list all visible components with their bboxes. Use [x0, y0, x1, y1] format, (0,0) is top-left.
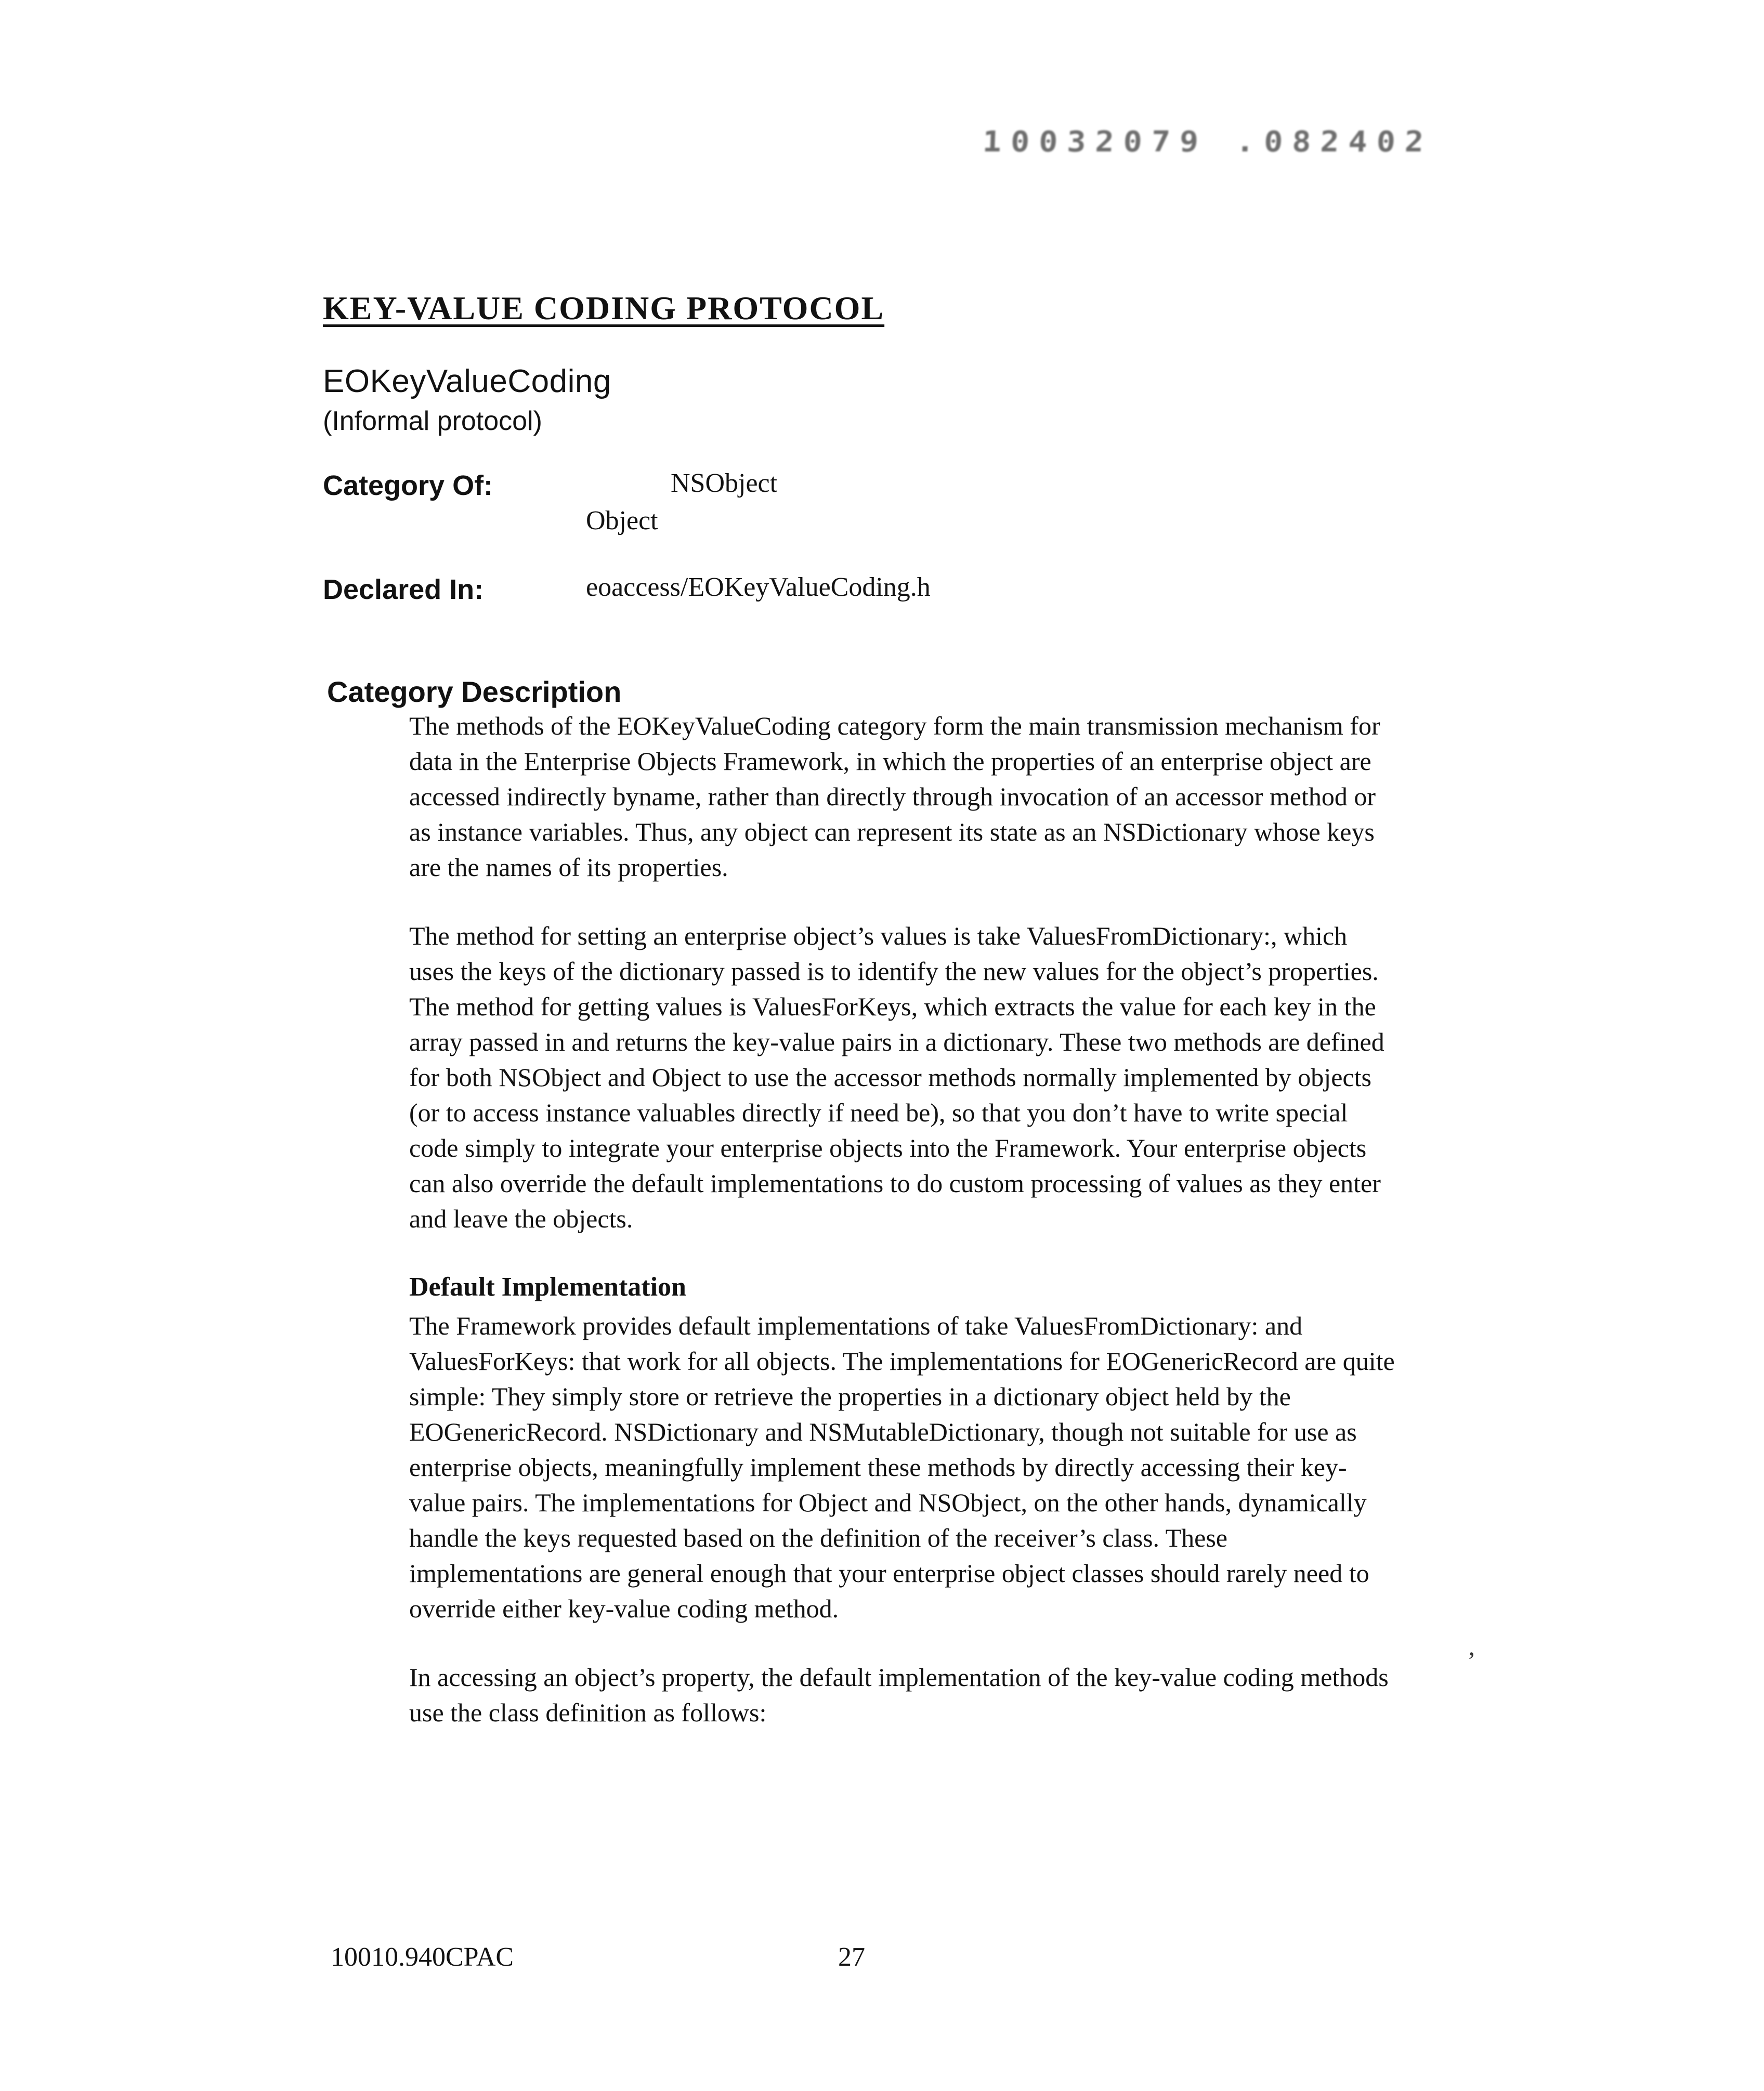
- scan-artifact-mark: ’: [1467, 1646, 1476, 1675]
- default-implementation-heading: Default Implementation: [409, 1272, 686, 1302]
- default-implementation-paragraph-1: The Framework provides default implementations of take ValuesFromDictionary: and ValuesForKeys: that work for all objects. The implementations for EOGenericRecord are quite simple: They simply store or retrieve the properties in a dictionary object held by the EOGenericRecord. NSDictionary and NSMutableDictionary, though not suitable for use as enterprise objects, meaningfully implement these methods by directly accessing their key-value pairs. The implementations for Object and NSObject, on the other hands, dynamically handle the keys requested based on the definition of the receiver’s class. These implementations are general enough that your enterprise object classes should rarely need to override either key-value coding method.: [409, 1311, 1395, 1623]
- category-of-value-nsobject: NSObject: [671, 468, 778, 498]
- category-of-label: Category Of:: [323, 470, 493, 501]
- protocol-kind: (Informal protocol): [323, 406, 542, 436]
- default-implementation-paragraph-2: In accessing an object’s property, the default implementation of the key-value coding methods use the class definition as follows:: [409, 1663, 1389, 1727]
- declared-in-label: Declared In:: [323, 574, 484, 605]
- description-paragraph-1: The methods of the EOKeyValueCoding category form the main transmission mechanism for data in the Enterprise Objects Framework, in which the properties of an enterprise object are accessed indirectly byname, rather than directly through invocation of an accessor method or as instance variables. Thus, any object can represent its state as an NSDictionary whose keys are the names of its properties.: [409, 711, 1380, 882]
- description-body: [409, 708, 1395, 1763]
- protocol-name: EOKeyValueCoding: [323, 363, 611, 399]
- description-paragraph-2: The method for setting an enterprise object’s values is take ValuesFromDictionary:, which uses the keys of the dictionary passed is to identify the new values for the object’s properties. The method for getting values is ValuesForKeys, which extracts the value for each key in the array passed in and returns the key-value pairs in a dictionary. These two methods are defined for both NSObject and Object to use the accessor methods normally implemented by objects (or to access instance valuables directly if need be), so that you don’t have to write special code simply to integrate your enterprise objects into the Framework. Your enterprise objects can also override the default implementations to do custom processing of values as they enter and leave the objects.: [409, 921, 1384, 1233]
- category-description-heading: Category Description: [327, 675, 622, 708]
- footer-doc-number: 10010.940CPAC: [331, 1942, 514, 1972]
- category-of-value-object: Object: [586, 506, 658, 535]
- scan-stamp: 10032079 .082402: [982, 125, 1434, 159]
- declared-in-value: eoaccess/EOKeyValueCoding.h: [586, 572, 931, 602]
- page-title: KEY-VALUE CODING PROTOCOL: [323, 290, 885, 326]
- footer-page-number: 27: [838, 1942, 865, 1972]
